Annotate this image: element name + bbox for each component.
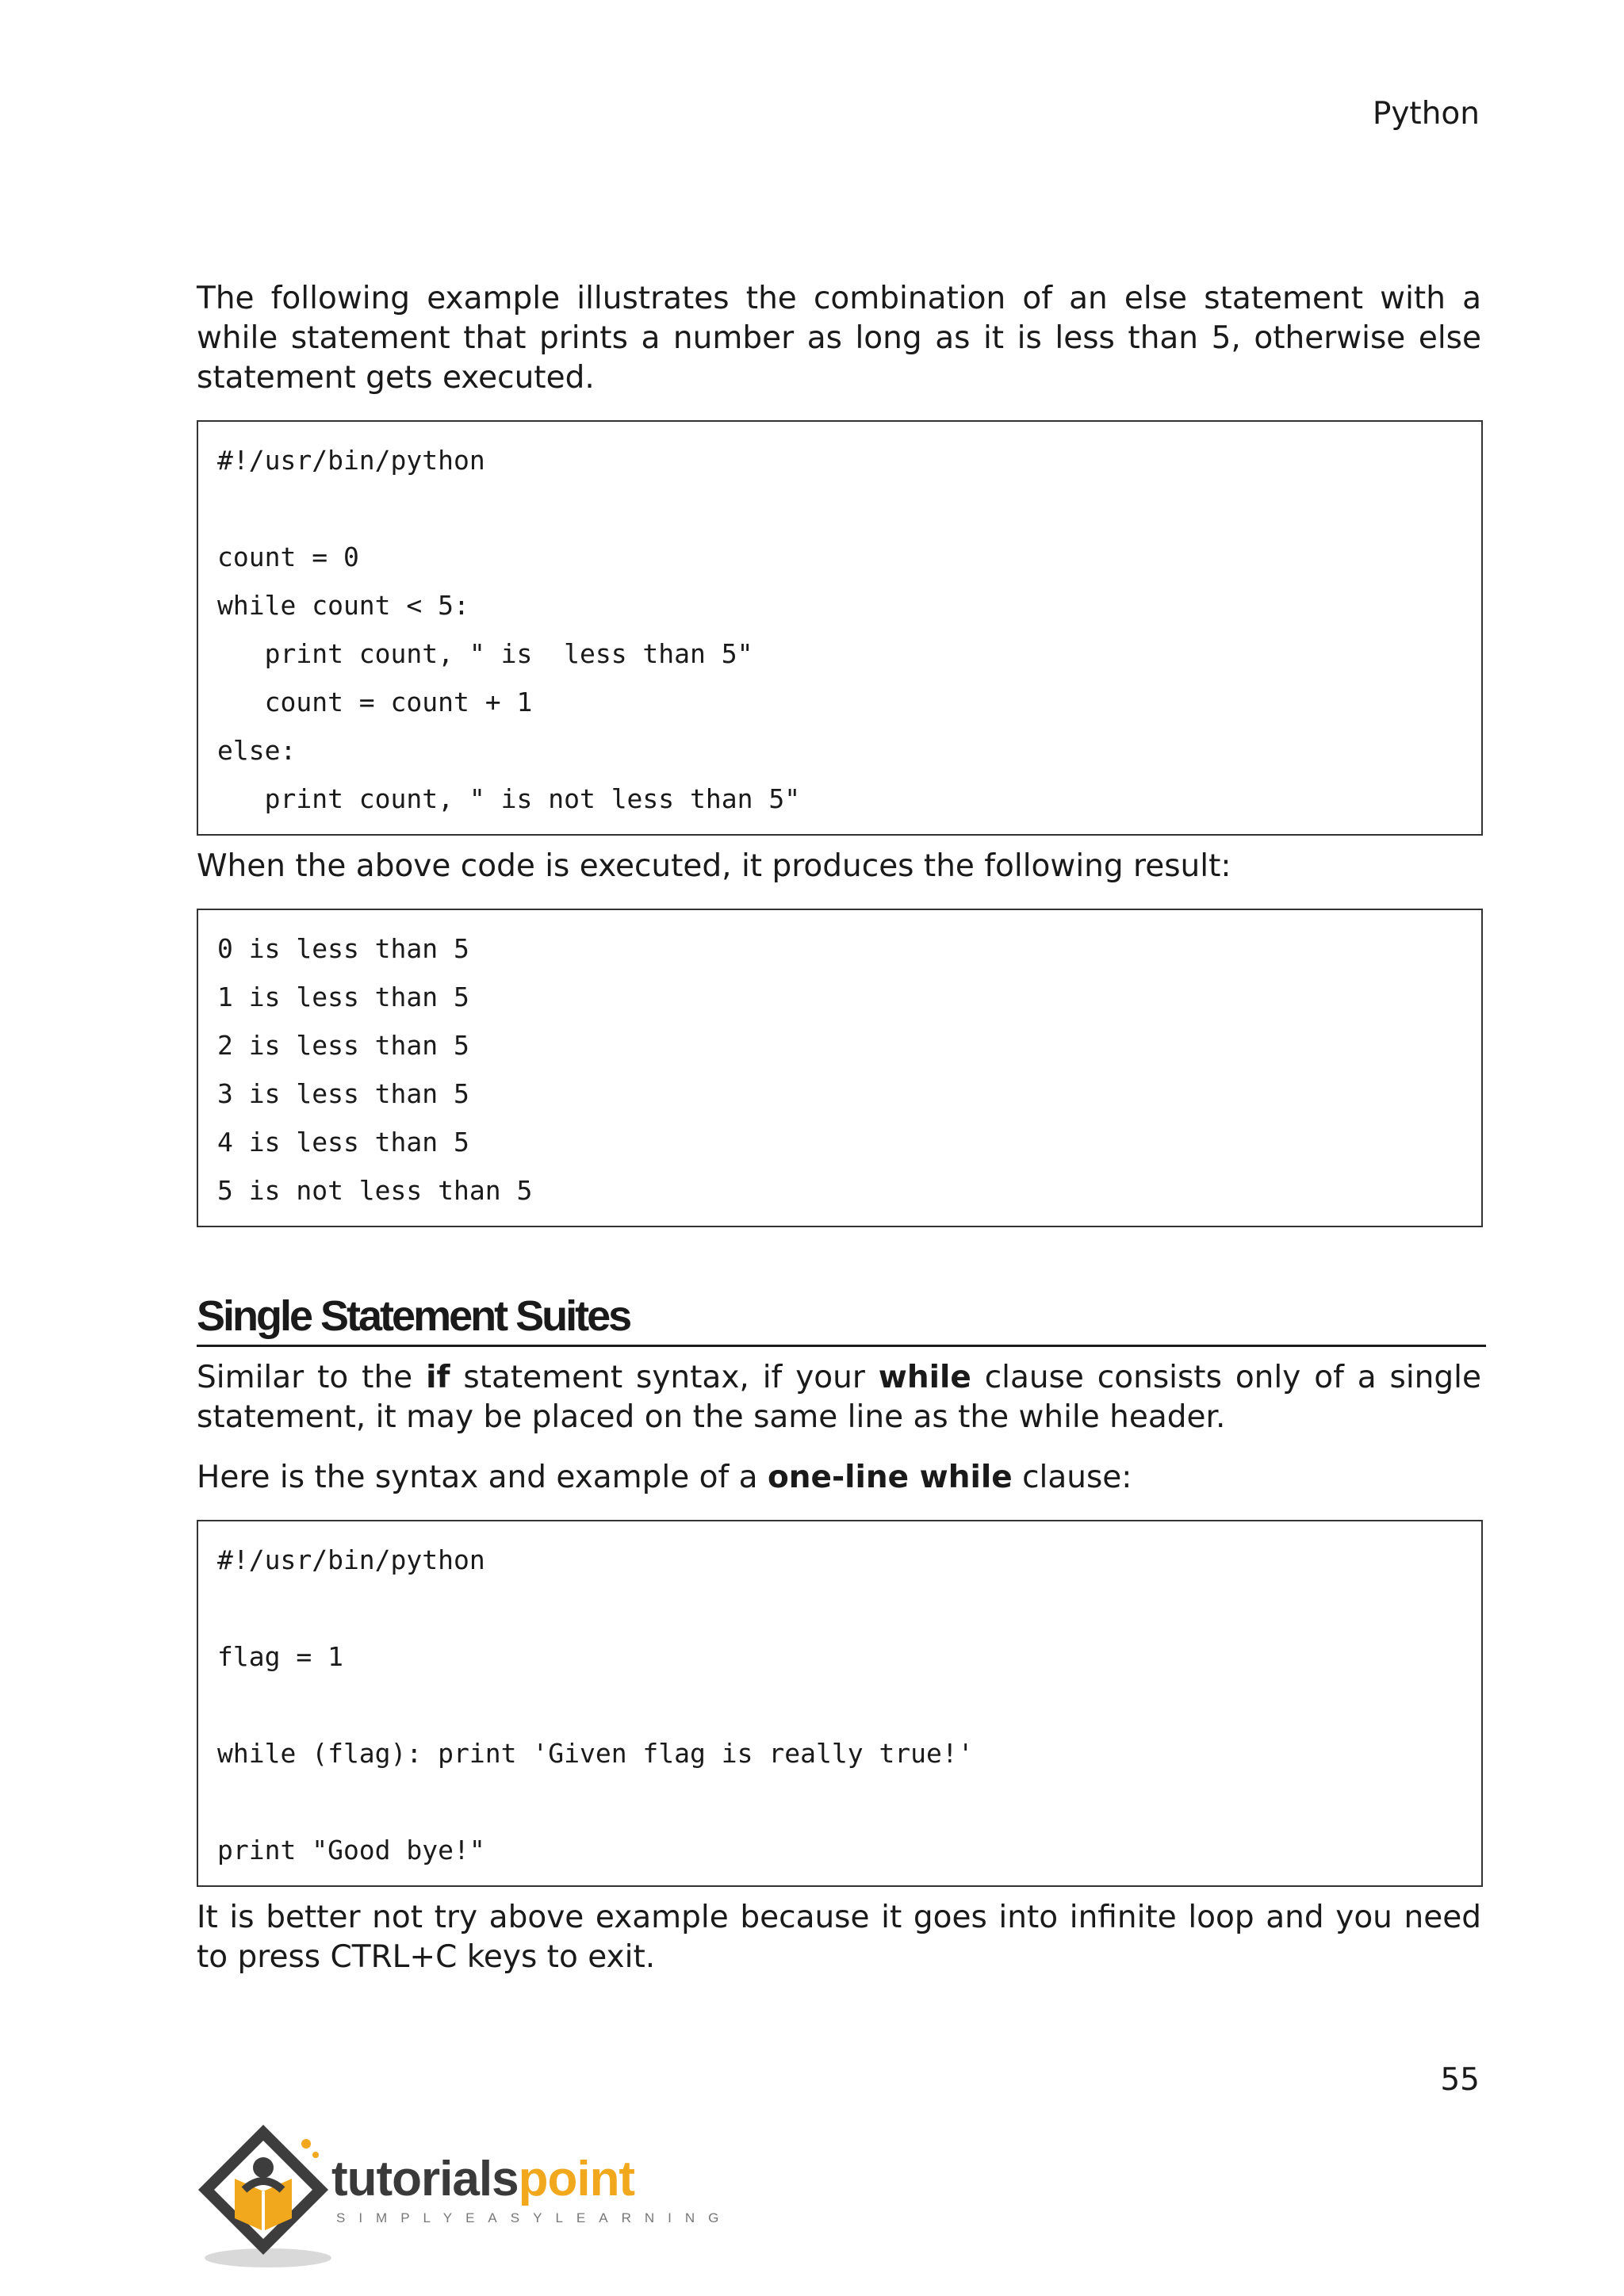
text-run: statement syntax, if your (450, 1360, 879, 1395)
logo-emblem-icon (197, 2117, 331, 2275)
result-intro-paragraph: When the above code is executed, it produces the following result: (197, 848, 1231, 884)
code-line: #!/usr/bin/python (217, 1544, 485, 1575)
logo-brand-accent: point (518, 2152, 635, 2206)
logo-tagline: SIMPLYEASYLEARNING (336, 2210, 733, 2225)
running-header: Python (1372, 96, 1480, 132)
code-line: print count, " is not less than 5" (217, 783, 801, 814)
code-line (217, 1777, 1462, 1826)
text-run: Here is the syntax and example of a (197, 1460, 768, 1495)
section-paragraph-1 (197, 1358, 1481, 1437)
code-line (217, 1681, 1462, 1729)
code-line: #!/usr/bin/python (217, 445, 485, 476)
code-line: while count < 5: (217, 590, 469, 621)
code-line: print count, " is less than 5" (217, 638, 753, 669)
section-paragraph-2 (197, 1458, 1481, 1498)
code-block-output (197, 909, 1483, 1227)
output-line: 3 is less than 5 (217, 1078, 469, 1109)
tutorialspoint-logo (197, 2117, 733, 2275)
keyword-if: if (426, 1360, 450, 1395)
code-line: print "Good bye!" (217, 1835, 485, 1866)
page-number: 55 (1440, 2062, 1480, 2098)
code-line: flag = 1 (217, 1641, 343, 1672)
closing-paragraph: It is better not try above example because it goes into infinite loop and you need to press CTRL+C keys to exit. (197, 1900, 1481, 1975)
code-line (217, 484, 1462, 533)
intro-paragraph: The following example illustrates the combination of an else statement with a while statement that prints a number as long as it is less than 5, otherwise else statement gets executed. (197, 281, 1481, 396)
page-content (197, 279, 1481, 1977)
keyword-one-line-while: one-line while (767, 1460, 1013, 1495)
section-heading: Single Statement Suites (197, 1291, 1486, 1347)
code-block-one-line-while (197, 1520, 1483, 1887)
code-block-while-else (197, 420, 1483, 836)
output-line: 1 is less than 5 (217, 982, 469, 1012)
text-run: clause: (1012, 1460, 1132, 1495)
logo-brand-dark: tutorials (331, 2152, 519, 2206)
code-line: count = count + 1 (217, 687, 533, 718)
code-line: count = 0 (217, 541, 359, 572)
code-line: else: (217, 735, 297, 766)
text-run: Similar to the (197, 1360, 427, 1395)
logo-wordmark (331, 2152, 634, 2207)
code-line: while (flag): print 'Given flag is really true!' (217, 1738, 974, 1769)
text-run: clause consists only of a single statement, it may be placed on the same line as the while header. (197, 1360, 1481, 1435)
output-line: 5 is not less than 5 (217, 1175, 533, 1206)
code-line (217, 1584, 1462, 1632)
output-line: 0 is less than 5 (217, 933, 469, 964)
output-line: 4 is less than 5 (217, 1127, 469, 1158)
output-line: 2 is less than 5 (217, 1030, 469, 1061)
keyword-while: while (878, 1360, 971, 1395)
